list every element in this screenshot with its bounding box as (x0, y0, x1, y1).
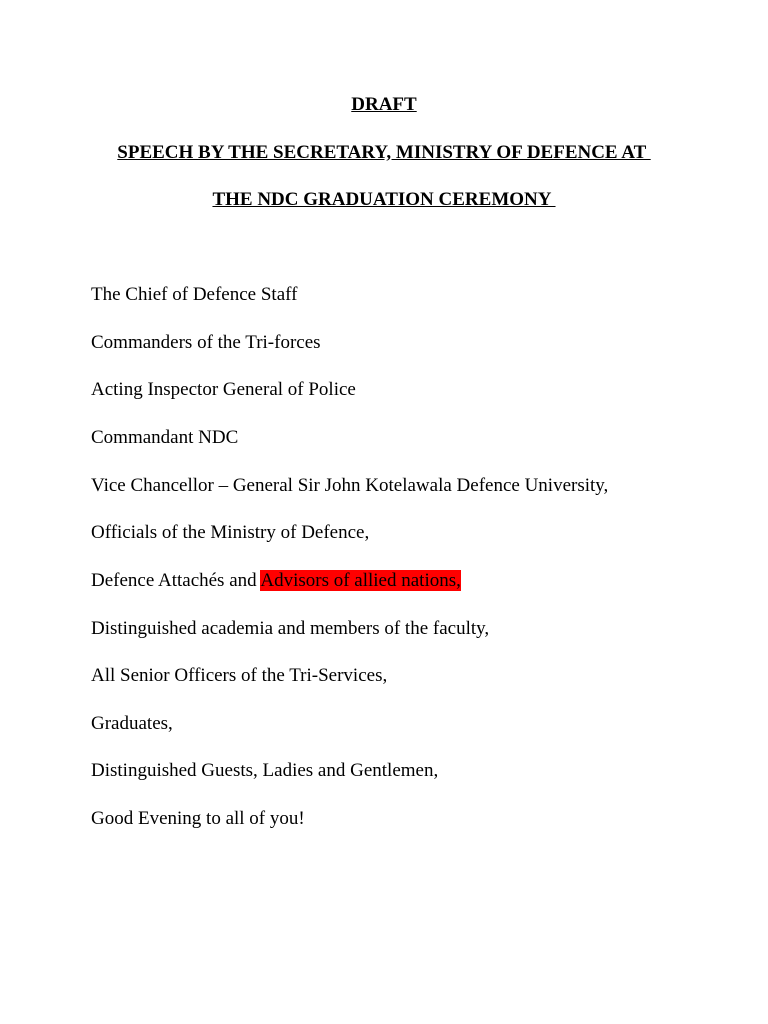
speech-title-line-2: THE NDC GRADUATION CEREMONY (212, 189, 556, 210)
salutation-graduates: Graduates, (91, 713, 173, 734)
salutation-vice-chancellor: Vice Chancellor – General Sir John Kotelawala Defence University, (91, 475, 609, 496)
greeting: Good Evening to all of you! (91, 808, 305, 829)
salutation-commandant: Commandant NDC (91, 427, 239, 448)
salutation-senior-officers: All Senior Officers of the Tri-Services, (91, 665, 388, 686)
draft-heading: DRAFT (351, 94, 417, 115)
salutation-commanders: Commanders of the Tri-forces (91, 332, 321, 353)
highlighted-text: Advisors of allied nations, (260, 570, 461, 591)
salutation-inspector-general: Acting Inspector General of Police (91, 379, 356, 400)
salutation-attaches-text: Defence Attachés and (91, 570, 261, 591)
salutation-academia: Distinguished academia and members of the faculty, (91, 618, 490, 639)
salutation-guests: Distinguished Guests, Ladies and Gentlemen, (91, 760, 439, 781)
salutation-chief-of-defence-staff: The Chief of Defence Staff (91, 284, 298, 305)
salutation-defence-attaches (91, 569, 461, 593)
speech-title-line-1: SPEECH BY THE SECRETARY, MINISTRY OF DEFENCE AT (117, 142, 651, 163)
salutation-ministry-officials: Officials of the Ministry of Defence, (91, 522, 370, 543)
